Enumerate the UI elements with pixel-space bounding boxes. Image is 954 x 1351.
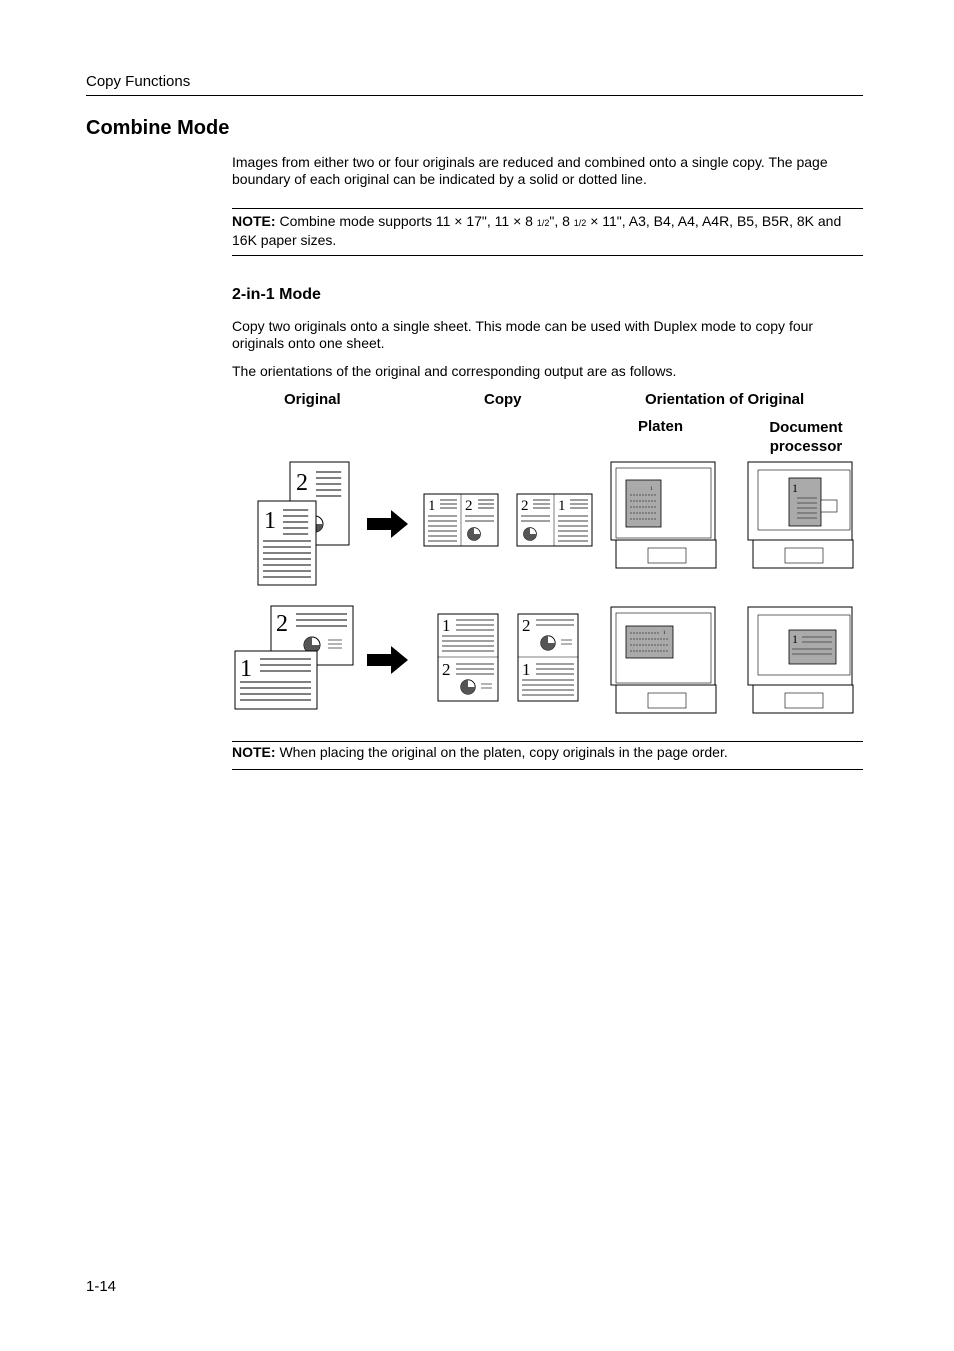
subsection-paragraph-2: The orientations of the original and corresponding output are as follows. xyxy=(232,363,677,379)
row2-document-processor-machine xyxy=(748,607,853,713)
note2-text: When placing the original on the platen, copy originals in the page order. xyxy=(275,744,728,760)
row2-copy-b xyxy=(518,614,578,701)
row2-copy-b-num-1: 2 xyxy=(522,616,531,635)
row2-docproc-num: 1 xyxy=(792,632,798,646)
row1-front-number: 1 xyxy=(264,508,276,534)
row1-back-number: 2 xyxy=(296,470,308,496)
row2-platen-num: 1 xyxy=(663,631,666,636)
note-text-b: ", 8 xyxy=(549,213,574,229)
note2-label: NOTE: xyxy=(232,744,276,760)
row2-back-number: 2 xyxy=(276,611,288,637)
page-number: 1-14 xyxy=(86,1278,117,1295)
row1-copy-b xyxy=(517,494,592,546)
note-label: NOTE: xyxy=(232,213,276,229)
row2-front-number: 1 xyxy=(240,656,252,682)
row1-document-processor-machine xyxy=(748,462,853,568)
row1-original-front-page xyxy=(258,501,316,585)
row1-copy-a xyxy=(424,494,498,546)
row1-arrow-icon xyxy=(367,510,408,538)
row1-copy-b-num-1: 2 xyxy=(521,498,529,514)
column-header-original: Original xyxy=(284,391,341,408)
row2-original-front-page xyxy=(235,651,317,709)
row2-copy-a-num-2: 2 xyxy=(442,660,451,679)
column-header-orientation: Orientation of Original xyxy=(645,391,805,408)
row1-platen-num: 1 xyxy=(650,487,653,492)
note-platen-order xyxy=(232,744,863,761)
row1-copy-a-num-1: 1 xyxy=(428,498,436,514)
section-title: Combine Mode xyxy=(86,117,230,139)
row2-copy-b-num-2: 1 xyxy=(522,660,531,679)
row2-copy-a-num-1: 1 xyxy=(442,616,451,635)
row1-copy-b-num-2: 1 xyxy=(558,498,566,514)
subsection-title: 2-in-1 Mode xyxy=(232,286,321,303)
row2-arrow-icon xyxy=(367,646,408,674)
note-text-c: × 11", A3, B4, A4, A4R, B5, B5R, 8K and 16K paper sizes. xyxy=(232,213,842,248)
note-fraction-1: 1/2 xyxy=(536,218,550,228)
docproc-line-1: Document xyxy=(769,419,843,436)
note2-top-rule xyxy=(232,741,863,742)
note-text-a: Combine mode supports 11 × 17", 11 × 8 xyxy=(275,213,537,229)
row2-copy-a xyxy=(438,614,498,701)
subsection-paragraph-1: Copy two originals onto a single sheet. This mode can be used with Duplex mode to copy four originals onto one sheet. xyxy=(232,318,814,351)
running-header: Copy Functions xyxy=(86,73,191,90)
docproc-line-2: processor xyxy=(769,438,843,455)
row1-platen-machine xyxy=(611,462,716,568)
row1-copy-a-num-2: 2 xyxy=(465,498,473,514)
row1-docproc-num: 1 xyxy=(792,481,798,495)
note2-bottom-rule xyxy=(232,769,863,770)
column-header-platen: Platen xyxy=(638,418,684,435)
column-header-copy: Copy xyxy=(484,391,522,408)
row2-platen-machine xyxy=(611,607,716,713)
note-fraction-2: 1/2 xyxy=(573,218,587,228)
intro-paragraph: Images from either two or four originals are reduced and combined onto a single copy. The page boundary of each original can be indicated by a solid or dotted line. xyxy=(232,154,828,187)
